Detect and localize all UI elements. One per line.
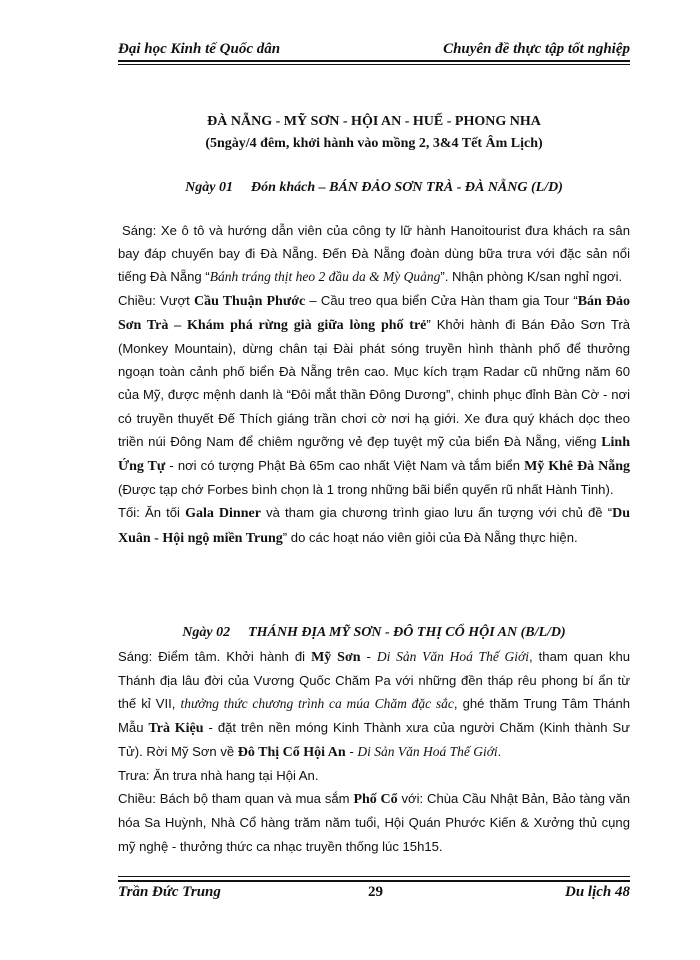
tour-subtitle: (5ngày/4 đêm, khởi hành vào mồng 2, 3&4 Tết Âm Lịch) bbox=[205, 136, 543, 151]
day2-body bbox=[118, 645, 630, 858]
day1-heading bbox=[118, 180, 630, 196]
footer-author: Trần Đức Trung bbox=[118, 884, 221, 900]
day2-heading bbox=[118, 625, 630, 641]
day2-title: THÁNH ĐỊA MỸ SƠN - ĐÔ THỊ CỔ HỘI AN (B/L/D) bbox=[248, 625, 566, 640]
day1-title: Đón khách – BÁN ĐẢO SƠN TRÀ - ĐÀ NẴNG (L/D) bbox=[250, 180, 563, 195]
day1-morning: Sáng: Xe ô tô và hướng dẫn viên của công ty lữ hành Hanoitourist đưa khách ra sân bay đáp chuyến bay đi Đà Nẵng. Đến Đà Nẵng đoàn dùng bữa trưa với đặc sản nổi tiếng Đà Nẵng “Bánh tráng thịt heo 2 đầu da & Mỳ Quảng”. Nhận phòng K/san nghỉ ngơi. bbox=[118, 223, 630, 285]
header-report-title: Chuyên đề thực tập tốt nghiệp bbox=[443, 41, 630, 57]
day1-evening: Tối: Ăn tối Gala Dinner và tham gia chương trình giao lưu ấn tượng với chủ đề “Du Xuân - Hội ngộ miền Trung” do các hoạt náo viên giỏi của Đà Nẵng thực hiện. bbox=[118, 505, 631, 546]
day2-noon: Trưa: Ăn trưa nhà hang tại Hội An. bbox=[118, 768, 319, 784]
header-rule-thin bbox=[118, 64, 630, 65]
day1-body bbox=[118, 219, 630, 550]
day2-morning: Sáng: Điểm tâm. Khởi hành đi Mỹ Sơn - Di Sản Văn Hoá Thế Giới, tham quan khu Thánh địa lâu đời của Vương Quốc Chăm Pa với những đền tháp rêu phong bí ẩn từ thế kỉ VII, thưởng thức chương trình ca múa Chăm đặc sắc, ghé thăm Trung Tâm Thánh Mẫu Trà Kiệu - đặt trên nền móng Kinh Thành xưa của người Chăm (Kinh thành Sư Tử). Rời Mỹ Sơn về Đô Thị Cổ Hội An - Di Sản Văn Hoá Thế Giới. bbox=[118, 649, 631, 760]
day2-afternoon: Chiều: Bách bộ tham quan và mua sắm Phố Cổ với: Chùa Cầu Nhật Bản, Bảo tàng văn hóa Sa Huỳnh, Nhà Cổ hàng trăm năm tuổi, Hội Quán Phước Kiến & Xưởng thủ cụng mỹ nghệ - thưởng thức ca nhạc truyền thống lúc 15h15. bbox=[118, 791, 631, 854]
day1-afternoon: Chiều: Vượt Cầu Thuận Phước – Cầu treo qua biển Cửa Hàn tham gia Tour “Bán Đảo Sơn Trà – Khám phá rừng già giữa lòng phố trẻ” Khởi hành đi Bán Đảo Sơn Trà (Monkey Mountain), dừng chân tại Đài phát sóng truyền hình thành phố để thưởng ngoạn toàn cảnh phố biển Đà Nẵng trên cao. Mục kích trạm Radar cũ những năm 60 của Mỹ, được mệnh danh là “Đôi mắt thần Đông Dương”, chinh phục đỉnh Bàn Cờ - nơi có truyền thuyết Đế Thích giáng trần chơi cờ nơi hạ giới. Xe đưa quý khách dọc theo triền núi Đông Nam để chiêm ngưỡng vẻ đẹp tuyệt mỹ của biển Đà Nẵng, viếng Linh Ứng Tự - nơi có tượng Phật Bà 65m cao nhất Việt Nam và tắm biển Mỹ Khê Đà Nẵng (Được tạp chớ Forbes bình chọn là 1 trong những bãi biển quyến rũ nhất Hành Tinh). bbox=[118, 292, 631, 498]
footer-rule-thick bbox=[118, 880, 630, 882]
day2-label: Ngày 02 bbox=[182, 625, 231, 640]
footer-rule-thin bbox=[118, 876, 630, 877]
page-header bbox=[118, 36, 630, 66]
footer-class: Du lịch 48 bbox=[564, 884, 630, 900]
page-number: 29 bbox=[368, 884, 383, 900]
header-rule-thick bbox=[118, 60, 630, 62]
page-footer bbox=[118, 876, 630, 906]
tour-title: ĐÀ NẴNG - MỸ SƠN - HỘI AN - HUẾ - PHONG NHA bbox=[207, 114, 541, 129]
header-university: Đại học Kinh tế Quốc dân bbox=[118, 41, 281, 57]
day1-label: Ngày 01 bbox=[185, 180, 233, 195]
